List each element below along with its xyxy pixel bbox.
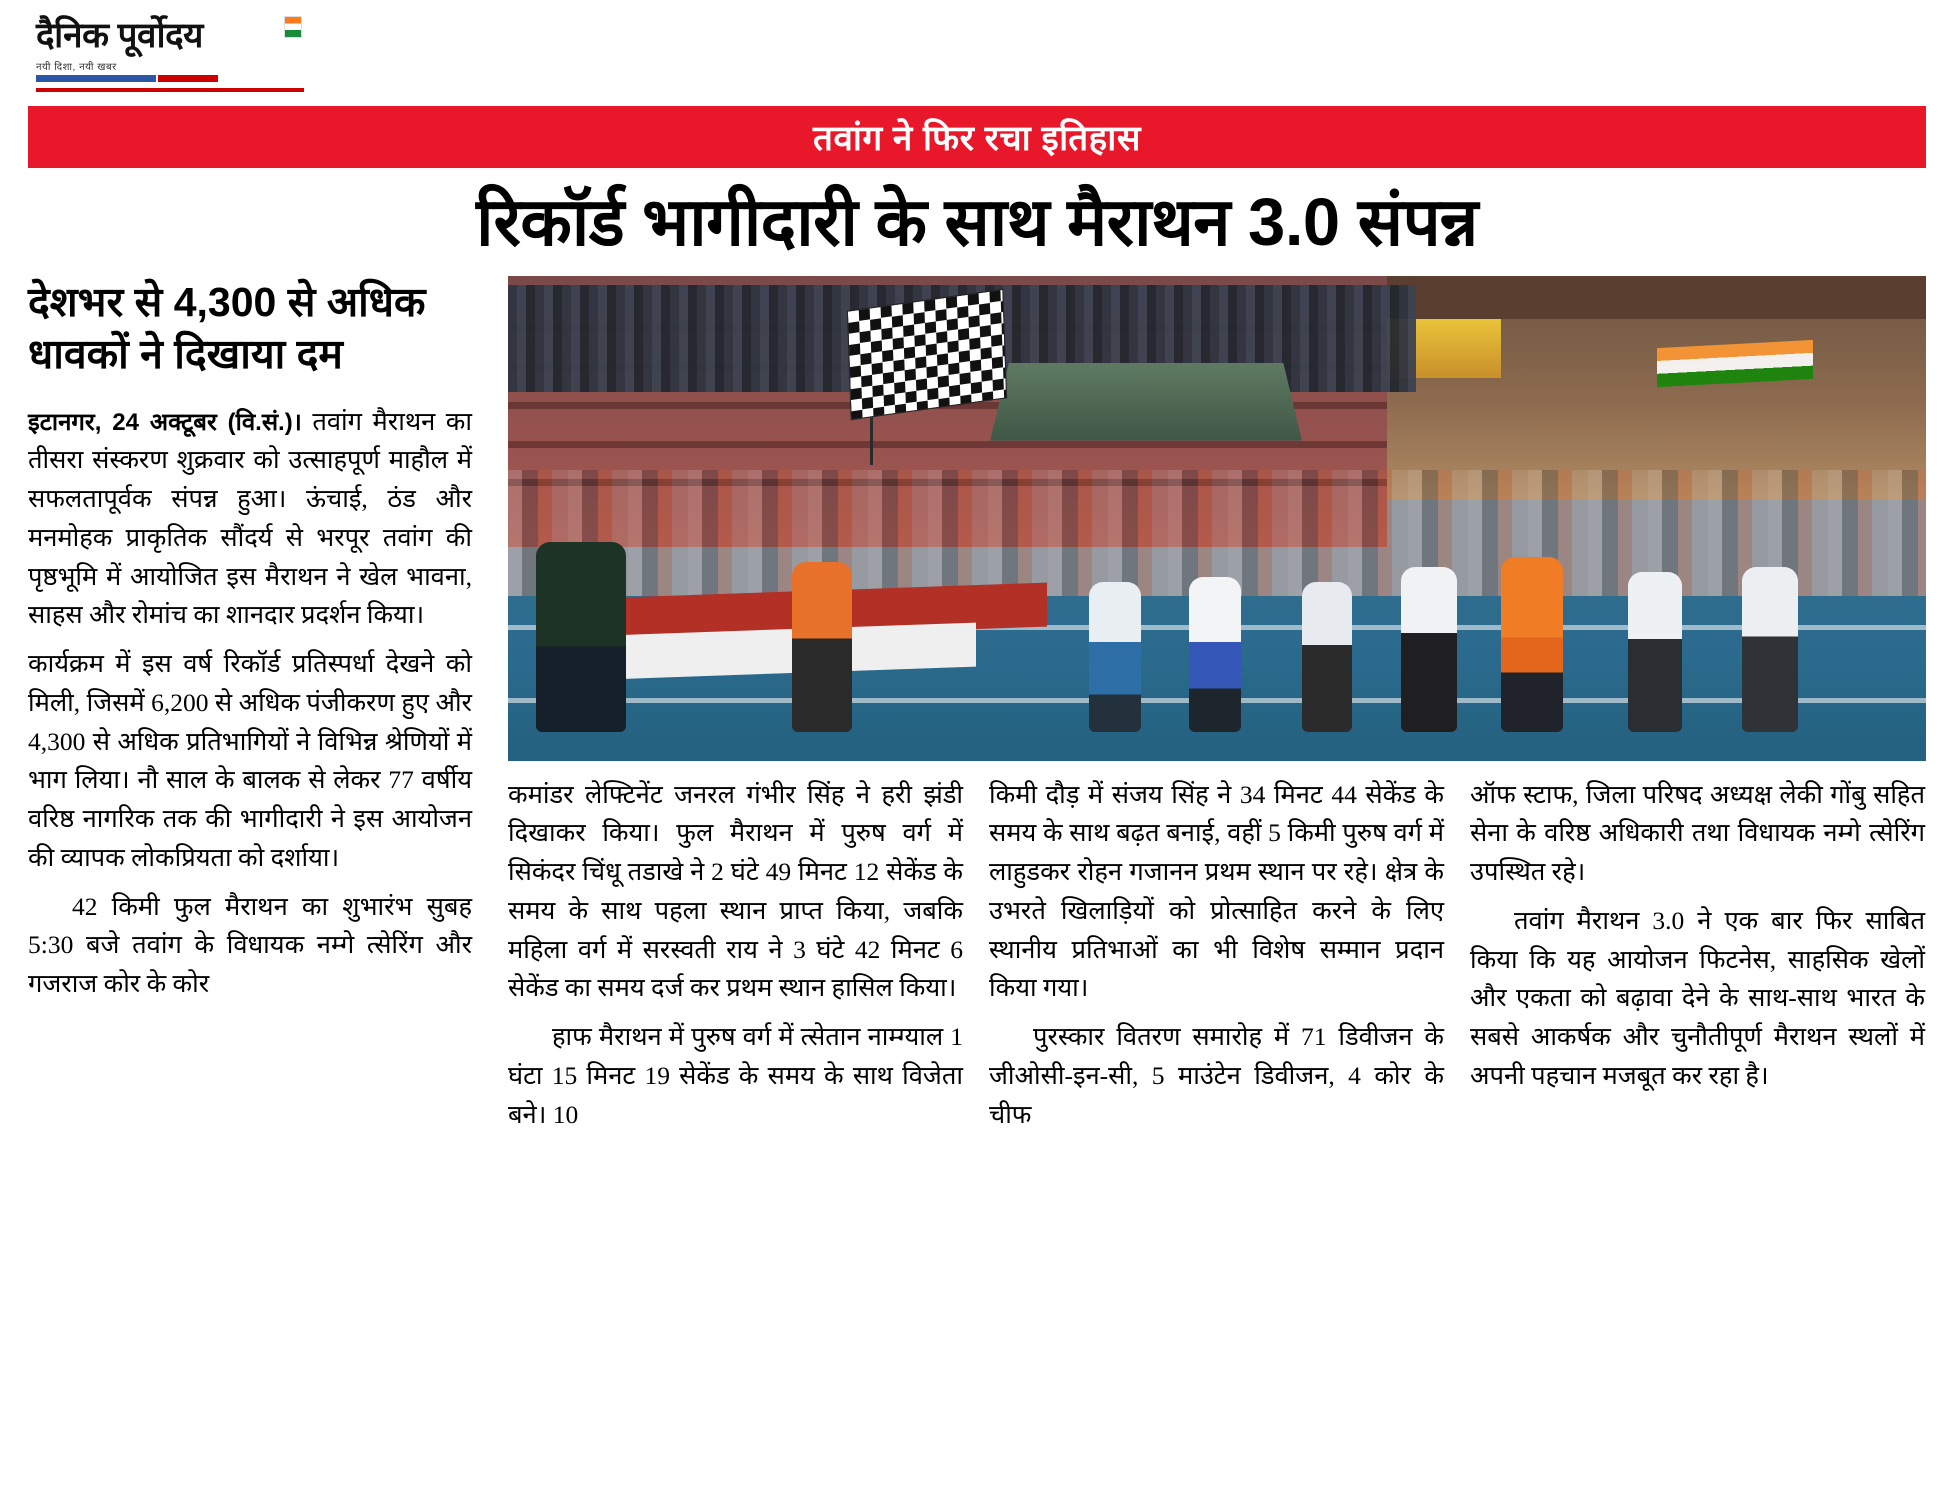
masthead-accent-bar-blue xyxy=(36,75,156,82)
photo-runner xyxy=(792,562,852,732)
lower-columns xyxy=(508,776,1926,1145)
article-column-3 xyxy=(989,776,1444,1145)
photo-runner xyxy=(536,542,626,732)
article-paragraph: ऑफ स्टाफ, जिला परिषद अध्यक्ष लेकी गोंबु सहित सेना के वरिष्ठ अधिकारी तथा विधायक नम्गे त्सेरिंग उपस्थित रहे। xyxy=(1470,779,1925,887)
article-column-4 xyxy=(1470,776,1925,1145)
masthead-title: दैनिक पूर्वोदय xyxy=(36,16,203,55)
article-column-1 xyxy=(28,276,490,1014)
photo-canvas xyxy=(508,276,1926,761)
article-subhead: देशभर से 4,300 से अधिक धावकों ने दिखाया दम xyxy=(28,278,426,378)
article-paragraph: कार्यक्रम में इस वर्ष रिकॉर्ड प्रतिस्पर्धा देखने को मिली, जिसमें 6,200 से अधिक पंजीकरण हुए और 4,300 से अधिक प्रतिभागियों ने विभिन्न श्रेणियों में भाग लिया। नौ साल के बालक से लेकर 77 वर्षीय वरिष्ठ नागरिक तक की भागीदारी ने इस आयोजन की व्यापक लोकप्रियता को दर्शाया। xyxy=(28,649,472,872)
article-body xyxy=(28,276,1926,1129)
article-paragraph: किमी दौड़ में संजय सिंह ने 34 मिनट 44 सेकेंड के समय के साथ बढ़त बनाई, वहीं 5 किमी पुरुष वर्ग में लाहुडकर रोहन गजानन प्रथम स्थान पर रहे। क्षेत्र के उभरते खिलाड़ियों को प्रोत्साहित करने के लिए स्थानीय प्रतिभाओं का भी विशेष सम्मान प्रदान किया गया। xyxy=(989,779,1444,1003)
checkered-flag-icon xyxy=(847,289,1007,420)
article-paragraph xyxy=(28,403,472,636)
photo-runner xyxy=(1302,582,1352,732)
photo-tricolour-banner xyxy=(1657,339,1813,386)
photo-building-roof xyxy=(1359,276,1926,320)
kicker-band xyxy=(28,106,1926,168)
masthead xyxy=(36,10,304,92)
photo-tent xyxy=(990,363,1302,441)
page-headline: रिकॉर्ड भागीदारी के साथ मैराथन 3.0 संपन्न xyxy=(476,185,1478,260)
photo-runner xyxy=(1089,582,1141,732)
article-paragraph: तवांग मैराथन 3.0 ने एक बार फिर साबित किया कि यह आयोजन फिटनेस, साहसिक खेलों और एकता को बढ़ावा देने के साथ-साथ भारत के सबसे आकर्षक और चुनौतीपूर्ण मैराथन स्थलों में अपनी पहचान मजबूत कर रहा है। xyxy=(1470,905,1925,1090)
article-paragraph: 42 किमी फुल मैराथन का शुभारंभ सुबह 5:30 बजे तवांग के विधायक नम्गे त्सेरिंग और गजराज कोर के कोर xyxy=(28,891,472,999)
marathon-start-photo xyxy=(508,276,1926,761)
masthead-tagline: नयी दिशा, नयी खबर xyxy=(36,61,117,73)
photo-runner xyxy=(1501,557,1563,732)
article-column-2 xyxy=(508,776,963,1145)
photo-runner xyxy=(1628,572,1682,732)
article-dateline: इटानगर, 24 अक्टूबर (वि.सं.)। xyxy=(28,408,302,436)
article-paragraph: पुरस्कार वितरण समारोह में 71 डिवीजन के जीओसी-इन-सी, 5 माउंटेन डिवीजन, 4 कोर के चीफ xyxy=(989,1022,1444,1129)
kicker-text: तवांग ने फिर रचा इतिहास xyxy=(813,118,1141,158)
masthead-accent-bar-red xyxy=(158,75,218,82)
photo-runner xyxy=(1742,567,1798,732)
article-paragraph: कमांडर लेफ्टिनेंट जनरल गंभीर सिंह ने हरी झंडी दिखाकर किया। फुल मैराथन में पुरुष वर्ग में सिकंदर चिंधू तडाखे ने 2 घंटे 49 मिनट 12 सेकेंड के समय के साथ पहला स्थान प्राप्त किया, जबकि महिला वर्ग में सरस्वती राय ने 3 घंटे 42 मिनट 6 सेकेंड का समय दर्ज कर प्रथम स्थान हासिल किया। xyxy=(508,779,963,1003)
photo-stand-step xyxy=(508,441,1387,448)
article-paragraph-text: तवांग मैराथन का तीसरा संस्करण शुक्रवार को उत्साहपूर्ण माहौल में सफलतापूर्वक संपन्न हुआ। ऊंचाई, ठंड और मनमोहक प्राकृतिक सौंदर्य से भरपूर तवांग की पृष्ठभूमि में आयोजित इस मैराथन ने खेल भावना, साहस और रोमांच का शानदार प्रदर्शन किया। xyxy=(28,406,472,630)
photo-runner xyxy=(1189,577,1241,732)
article-paragraph: हाफ मैराथन में पुरुष वर्ग में त्सेतान नाम्ग्याल 1 घंटा 15 मिनट 19 सेकेंड के समय के साथ विजेता बने। 10 xyxy=(508,1022,963,1129)
india-flag-icon xyxy=(284,16,302,38)
photo-runner xyxy=(1401,567,1457,732)
